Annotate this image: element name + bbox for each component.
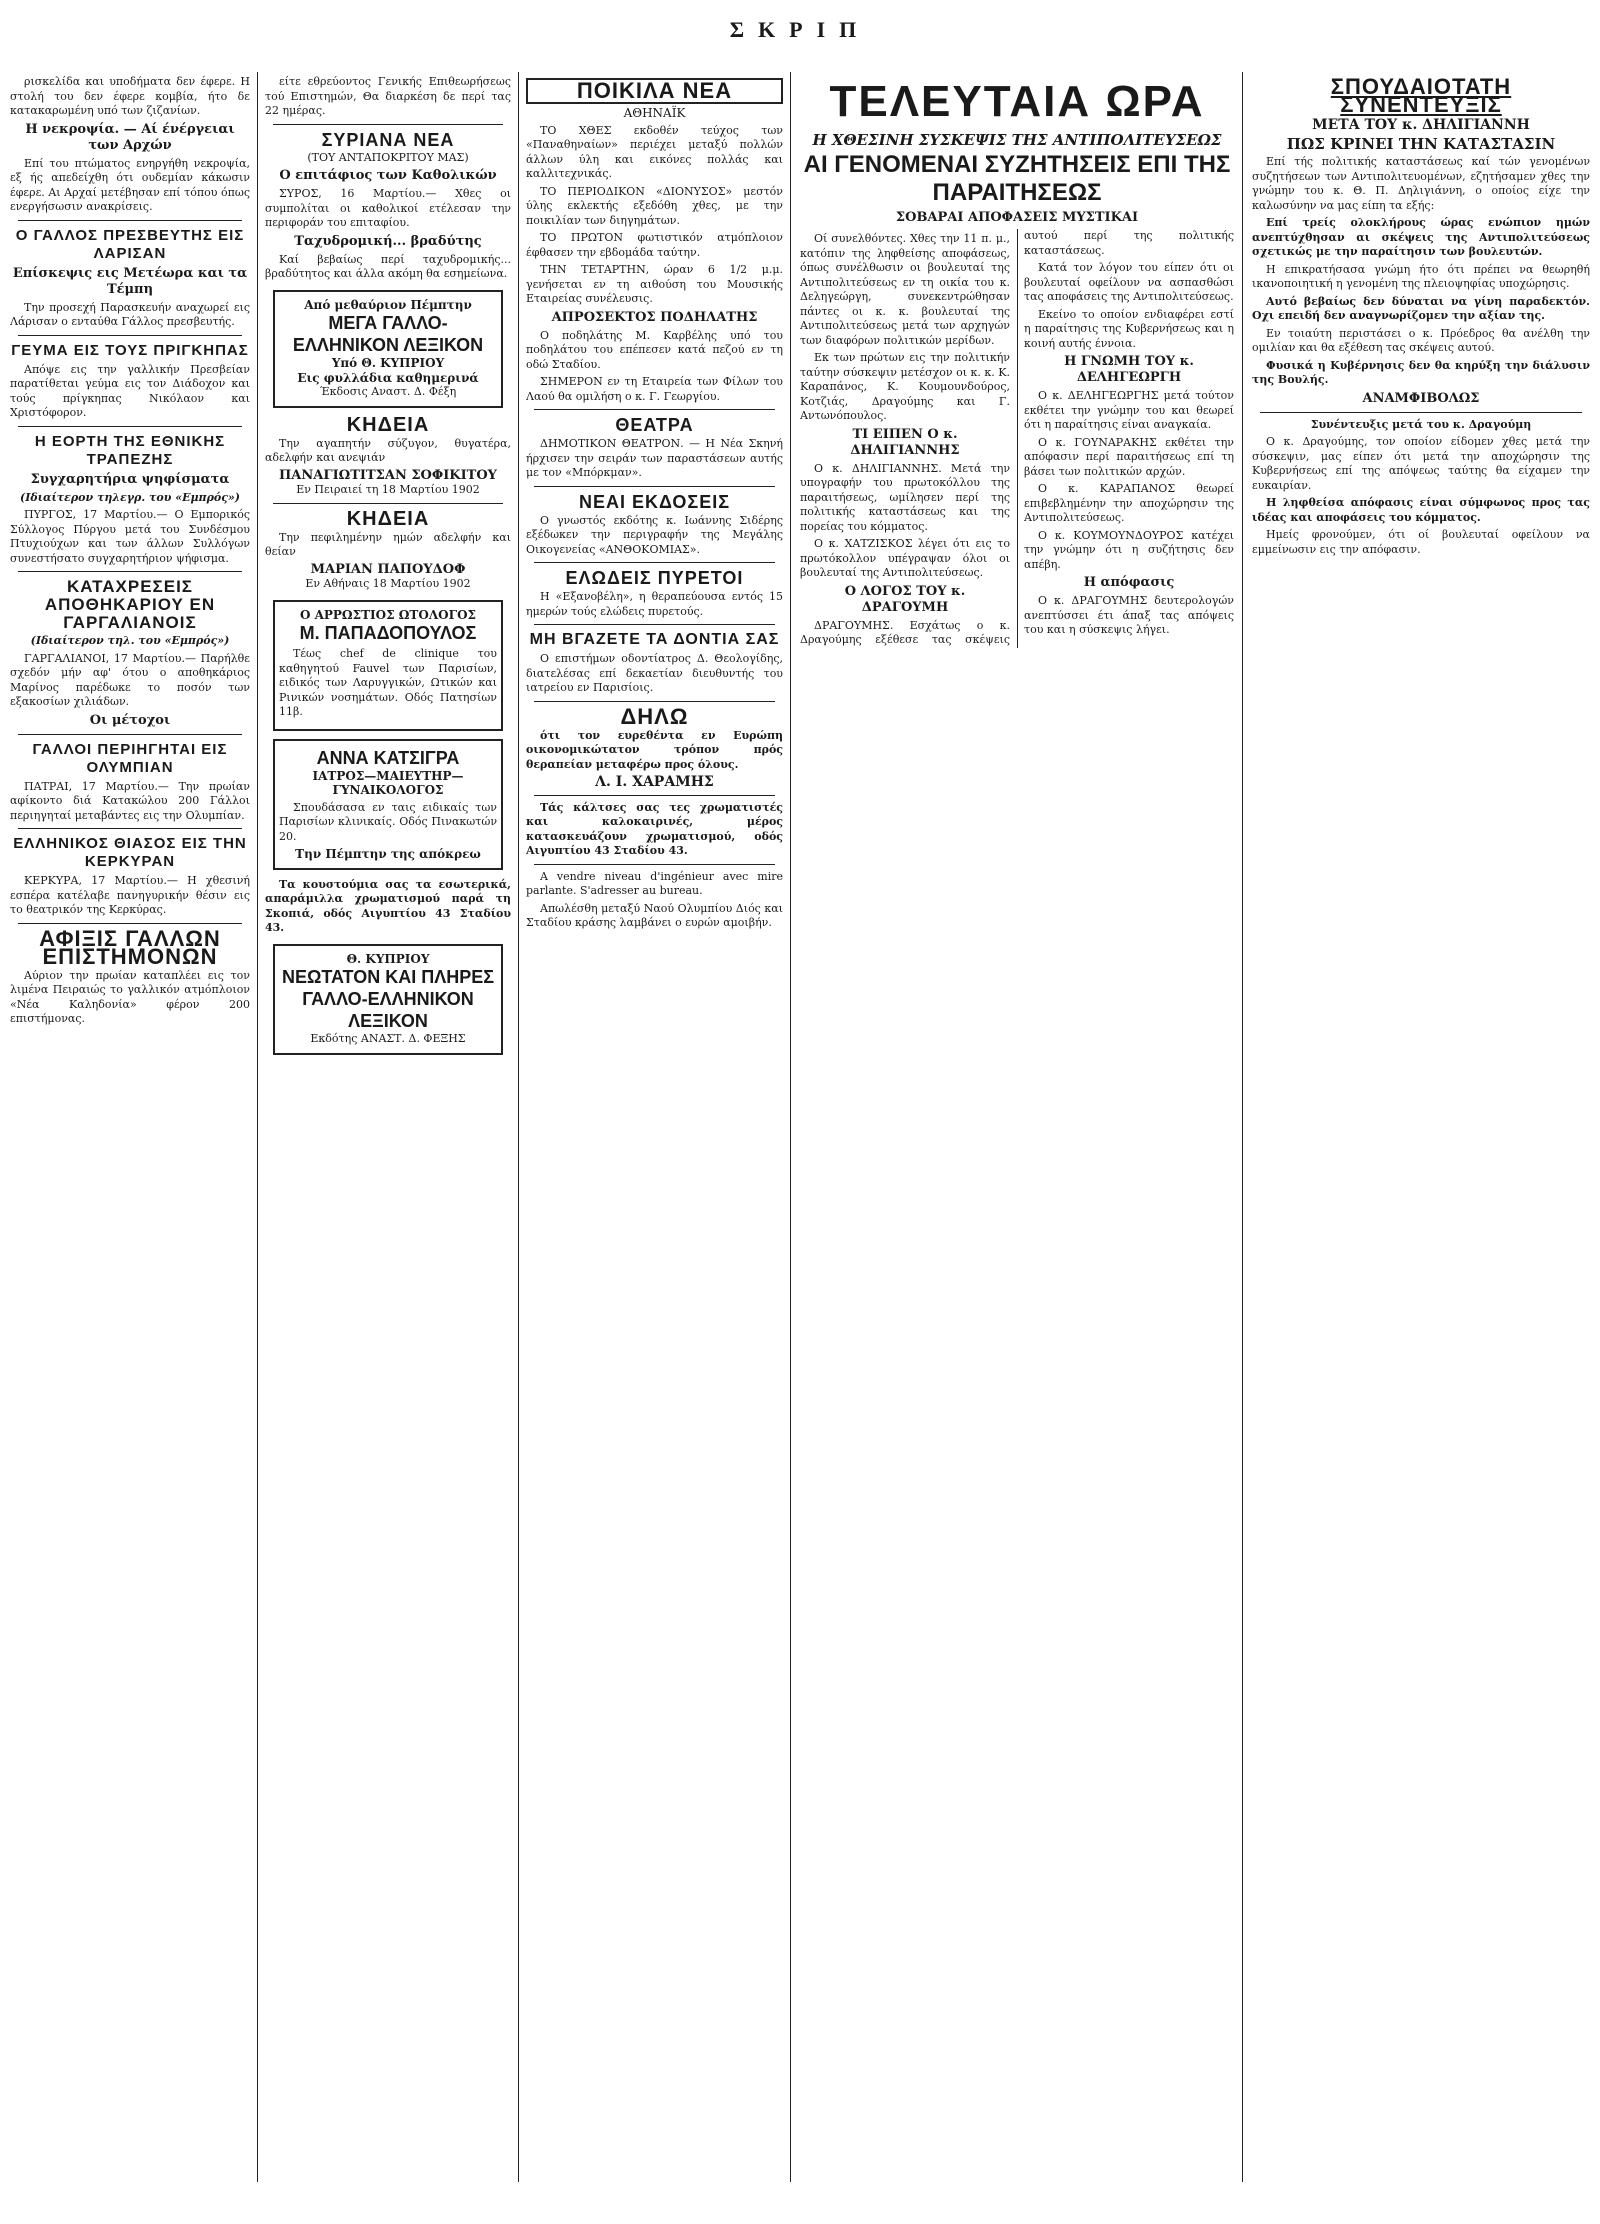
divider bbox=[534, 562, 775, 563]
article-subheading: Ταχυδρομική... βραδύτης bbox=[294, 233, 482, 249]
article-text: Κατά τον λόγον του είπεν ότι οι βουλευταί οφείλουν να ασπασθώσι τας αποφάσεις της Αντιπολιτεύσεως. bbox=[1024, 261, 1234, 303]
article-text: ότι τον ευρεθέντα εν Ευρώπη οικονομικώτατον τρόπον πρός θεραπείαν μεταφέρω προς όλους. bbox=[526, 728, 783, 771]
article-headline: ΚΑΤΑΧΡΕΣΕΙΣ ΑΠΟΘΗΚΑΡΙΟΥ ΕΝ ΓΑΡΓΑΛΙΑΝΟΙΣ bbox=[44, 577, 216, 632]
ad-text: Τάς κάλτσες σας τες χρωματιστές και καλοκαιρινές, μέρος κατασκευάζουν χρωματισμού, οδός Αιγυπτίου 43 Σταδίου 43. bbox=[526, 800, 783, 857]
ad-line: Από μεθαύριον Πέμπτην bbox=[304, 297, 472, 312]
column-rule bbox=[790, 72, 791, 2182]
article-subheading: Οι μέτοχοι bbox=[89, 712, 171, 728]
divider bbox=[534, 486, 775, 487]
article-text: είτε εθρεύοντος Γενικής Επιθεωρήσεως τού Επιστημών, Θα διαρκέση δε περί τας 22 ημέρας. bbox=[265, 75, 511, 117]
ad-text: Τα κουστούμια σας τα εσωτερικά, απαράμιλλα χρωματισμού παρά τη Σκοπιά, οδός Αιγυπτίου 43 Σταδίου 43. bbox=[265, 877, 511, 934]
ad-sub: Την Πέμπτην της απόκρεω bbox=[295, 847, 481, 861]
divider bbox=[18, 426, 242, 427]
article-body bbox=[800, 229, 1234, 648]
article-text: ΣΥΡΟΣ, 16 Μαρτίου.— Χθες οι συμπολίται οι καθολικοί ετέλεσαν την περιφοράν του επιταφίου. bbox=[265, 187, 511, 229]
article-subheading: Η ΓΝΩΜΗ ΤΟΥ κ. ΔΕΛΗΓΕΩΡΓΗ bbox=[1064, 354, 1194, 385]
article-headline: Ο ΓΑΛΛΟΣ ΠΡΕΣΒΕΥΤΗΣ ΕΙΣ ΛΑΡΙΣΑΝ bbox=[15, 226, 245, 262]
article-text: Η «Εξανοβέλη», η θεραπεύουσα εντός 15 ημερών τούς ελώδεις πυρετούς. bbox=[526, 590, 783, 618]
article-subheading: ΜΕΤΑ ΤΟΥ κ. ΔΗΛΙΓΙΑΝΝΗ bbox=[1312, 117, 1530, 133]
article-subheading: ΠΩΣ ΚΡΙΝΕΙ ΤΗΝ ΚΑΤΑΣΤΑΣΙΝ bbox=[1286, 135, 1556, 153]
advertisement bbox=[273, 739, 503, 870]
advertisement bbox=[273, 600, 503, 731]
divider bbox=[534, 624, 775, 625]
article-text: Αύριον την πρωίαν καταπλέει εις τον λιμένα Πειραιώς το γαλλικόν ατμόπλοιον «Νέα Καληδονία» φέρον 200 επιστήμονας. bbox=[10, 968, 250, 1025]
article-text: Ημείς φρονούμεν, ότι οί βουλευταί οφείλουν να εμμείνωσιν εις την απόφασιν. bbox=[1252, 528, 1590, 556]
article-headline: Η ΕΟΡΤΗ ΤΗΣ ΕΘΝΙΚΗΣ ΤΡΑΠΕΖΗΣ bbox=[34, 432, 226, 468]
article-text: Ο κ. ΧΑΤΖΙΣΚΟΣ λέγει ότι εις το πρωτόκολλον υπέγραψαν όλοι οι βουλευταί της Αντιπολιτεύσεως. bbox=[800, 537, 1010, 579]
article-subheading: Συνέντευξις μετά του κ. Δραγούμη bbox=[1310, 417, 1532, 431]
column-rule bbox=[518, 72, 519, 2182]
deceased-name: ΠΑΝΑΓΙΩΤΙΤΣΑΝ ΣΟΦΙΚΙΤΟΥ bbox=[279, 467, 497, 483]
article-headline: ΚΗΔΕΙΑ bbox=[346, 413, 430, 436]
main-headline: ΣΠΟΥΔΑΙΟΤΑΤΗ ΣΥΝΕΝΤΕΥΞΙΣ bbox=[1330, 74, 1512, 117]
article-headline: ΚΗΔΕΙΑ bbox=[346, 507, 430, 530]
article-text: Την αγαπητήν σύζυγον, θυγατέρα, αδελφήν και ανεψιάν bbox=[265, 436, 511, 464]
article-headline: ΕΛΛΗΝΙΚΟΣ ΘΙΑΣΟΣ ΕΙΣ ΤΗΝ ΚΕΡΚΥΡΑΝ bbox=[13, 835, 247, 870]
article-headline: ΝΕΑΙ ΕΚΔΟΣΕΙΣ bbox=[578, 491, 731, 512]
article-subheading: Επίσκεψις εις Μετέωρα και τα Τέμπη bbox=[12, 265, 248, 297]
divider bbox=[273, 124, 503, 125]
article-subheading: Ο ΛΟΓΟΣ ΤΟΥ κ. ΔΡΑΓΟΥΜΗ bbox=[844, 583, 966, 615]
article-text: Απόψε εις την γαλλικήν Πρεσβείαν παρατίθεται γεύμα εις τον Διάδοχον και τούς πρίγκηπας Νικόλαον και Χριστόφορον. bbox=[10, 362, 250, 419]
article-text: ΤΟ ΠΕΡΙΟΔΙΚΟΝ «ΔΙΟΝΥΣΟΣ» μεστόν ύλης εκλεκτής εξεδόθη χθες, με την ποικιλίαν των διηγημάτων. bbox=[526, 184, 783, 227]
article-text: ΚΕΡΚΥΡΑ, 17 Μαρτίου.— Η χθεσινή εσπέρα κατέλαβε πανηγυρικήν θέσιν εις το θεατρικόν της Κερκύρας. bbox=[10, 874, 250, 916]
divider bbox=[273, 503, 503, 504]
signature-name: Λ. Ι. ΧΑΡΑΜΗΣ bbox=[595, 774, 714, 790]
column-3 bbox=[526, 72, 783, 2182]
article-headline: ΣΥΡΙΑΝΑ ΝΕΑ bbox=[321, 129, 455, 150]
article-text: Ο κ. ΔΡΑΓΟΥΜΗΣ δευτερολογών ανεπτύσσει έτι άπαξ τας απόψεις του και η σύσκεψις λήγει. bbox=[1024, 594, 1234, 636]
article-heading: Η νεκροψία. — Αί ένέργειαι των Αρχών bbox=[25, 121, 235, 153]
article-text: Ο κ. ΔΕΛΗΓΕΩΡΓΗΣ μετά τούτον εκθέτει την γνώμην του και θεωρεί ότι η παραίτησις είναι αναγκαία. bbox=[1024, 389, 1234, 431]
article-text: Η ληφθείσα απόφασις είναι σύμφωνος προς τας ιδέας και αποφάσεις του κόμματος. bbox=[1252, 496, 1590, 524]
column-rule bbox=[257, 72, 258, 2182]
article-text: Ο γνωστός εκδότης κ. Ιωάννης Σιδέρης εξέδωκεν την περιγραφήν της Μεγάλης Οικογενείας «ΑΝΘΟΚΟΜΙΑΣ». bbox=[526, 513, 783, 556]
ad-author: Υπό Θ. ΚΥΠΡΙΟΥ bbox=[331, 356, 445, 370]
column-2 bbox=[265, 72, 511, 2182]
ad-sub: Εις φυλλάδια καθημερινά bbox=[297, 370, 479, 385]
article-text: Οί συνελθόντες. Χθες την 11 π. μ., κατόπιν της ληφθείσης αποφάσεως, όπως συνέλθωσιν οι βουλευταί της Αντιπολιτεύσεως εν τη οικία του κ. Δεληγεώργη, συνεκεντρώθησαν πάντες οι κ. κ. βουλευταί της Αντιπολιτεύσεως μετά των αρχηγών των διαφόρων πολιτικών μερίδων. bbox=[800, 232, 1010, 347]
article-headline: ΓΕΥΜΑ ΕΙΣ ΤΟΥΣ ΠΡΙΓΚΗΠΑΣ bbox=[11, 341, 249, 359]
article-subheading: Ο επιτάφιος των Καθολικών bbox=[279, 168, 497, 183]
article-headline: ΑΙ ΓΕΝΟΜΕΝΑΙ ΣΥΖΗΤΗΣΕΙΣ ΕΠΙ ΤΗΣ ΠΑΡΑΙΤΗΣΕΩΣ bbox=[803, 151, 1231, 206]
ad-title: ΝΕΩΤΑΤΟΝ ΚΑΙ ΠΛΗΡΕΣ ΓΑΛΛΟ-ΕΛΛΗΝΙΚΟΝ ΛΕΞΙΚΟΝ bbox=[281, 967, 495, 1031]
article-headline: ΕΛΩΔΕΙΣ ΠΥΡΕΤΟΙ bbox=[565, 568, 744, 588]
article-headline: ΜΗ ΒΓΑΖΕΤΕ ΤΑ ΔΟΝΤΙΑ ΣΑΣ bbox=[529, 631, 780, 648]
divider bbox=[534, 864, 775, 865]
advertisement bbox=[273, 290, 503, 408]
article-headline: ΘΕΑΤΡΑ bbox=[615, 415, 694, 435]
article-text: ΠΥΡΓΟΣ, 17 Μαρτίου.— Ο Εμπορικός Σύλλογος Πύργου μετά του Συνδέσμου Πτυχιούχων και των άλλων Συλλόγων συνεστήσατο συγχαρητήριον ψήφισμα. bbox=[10, 508, 250, 565]
source-note: (Ιδιαίτερον τηλ. του «Εμπρός») bbox=[30, 634, 230, 647]
article-text: Φυσικά η Κυβέρνησις δεν θα κηρύξη την διάλυσιν της Βουλής. bbox=[1252, 358, 1590, 386]
article-text: Επί τρείς ολοκλήρους ώρας ενώπιον ημών ανεπτύχθησαν αι σκέψεις της Αντιπολιτεύσεως σχετικώς με την παραίτησιν των βουλευτών. bbox=[1252, 216, 1590, 258]
article-text: Ο κ. ΚΟΥΜΟΥΝΔΟΥΡΟΣ κατέχει την γνώμην ότι η συζήτησις δεν απέβη. bbox=[1024, 528, 1234, 571]
article-text: Επί του πτώματος ενηργήθη νεκροψία, εξ ής απεδείχθη ότι ουδεμίαν κάκωσιν έφερε. Αι Αρχαί μετέβησαν επί τόπου όπως ενεργήσωσιν ανακρίσεις. bbox=[10, 156, 250, 213]
ad-text: A vendre niveau d'ingénieur avec mire parlante. S'adresser au bureau. bbox=[526, 869, 783, 897]
ad-author: Θ. ΚΥΠΡΙΟΥ bbox=[346, 951, 430, 966]
article-text: Αυτό βεβαίως δεν δύναται να γίνη παραδεκτόν. Οχι επειδή δεν αναγνωρίζομεν την αξίαν της. bbox=[1252, 294, 1590, 322]
article-subheading: ΑΝΑΜΦΙΒΟΛΩΣ bbox=[1362, 390, 1480, 406]
notice-date: Εν Αθήναις 18 Μαρτίου 1902 bbox=[305, 577, 471, 590]
ad-line: ΙΑΤΡΟΣ—ΜΑΙΕΥΤΗΡ—ΓΥΝΑΙΚΟΛΟΓΟΣ bbox=[312, 768, 464, 797]
divider bbox=[1260, 412, 1582, 413]
divider bbox=[534, 795, 775, 796]
article-text: Ο ποδηλάτης Μ. Καρβέλης υπό του ποδηλάτου του επέπεσεν κατά πεζού εν τη οδώ Σταδίου. bbox=[526, 328, 783, 371]
divider bbox=[534, 701, 775, 702]
article-headline: ΓΑΛΛΟΙ ΠΕΡΙΗΓΗΤΑΙ ΕΙΣ ΟΛΥΜΠΙΑΝ bbox=[32, 740, 228, 776]
article-text: Ο κ. ΚΑΡΑΠΑΝΟΣ θεωρεί επιβεβλημένην την αποχώρησιν της Αντιπολιτεύσεως. bbox=[1024, 482, 1234, 524]
ad-title: ΜΕΓΑ ΓΑΛΛΟ-ΕΛΛΗΝΙΚΟΝ ΛΕΞΙΚΟΝ bbox=[292, 313, 484, 355]
source-note: (Ιδιαίτερον τηλεγρ. του «Εμπρός») bbox=[19, 490, 241, 504]
article-text: ΔΗΜΟΤΙΚΟΝ ΘΕΑΤΡΟΝ. — Η Νέα Σκηνή ήρχισεν την σειράν των παραστάσεων αυτής με τον «Μπόρκμαν». bbox=[526, 437, 783, 479]
ad-text: Τέως chef de clinique του καθηγητού Fauvel των Παρισίων, ειδικός των Λαρυγγικών, Ωτικών και Ρινικών νοσημάτων. Οδός Πατησίων 11β. bbox=[279, 647, 497, 718]
article-text: ΔΡΑΓΟΥΜΗΣ. Εσχάτως ο κ. Δραγούμης εξέθεσε τας σκέψεις αυτού περί της πολιτικής καταστάσεως. bbox=[800, 229, 1234, 646]
article-text: Την προσεχή Παρασκευήν αναχωρεί εις Λάρισαν ο ενταύθα Γάλλος πρεσβευτής. bbox=[10, 300, 250, 328]
article-text: Ο κ. ΔΗΛΙΓΙΑΝΝΗΣ. Μετά την υπογραφήν του πρωτοκόλλου της παραιτήσεως, ωμίλησεν περί της πολιτικής καταστάσεως και της πορείας του κόμματος. bbox=[800, 461, 1010, 533]
ad-text: Σπουδάσασα εν ταις ειδικαίς των Παρισίων κλινικαίς. Οδός Πινακωτών 20. bbox=[279, 800, 497, 843]
article-text: Ο επιστήμων οδοντίατρος Δ. Θεολογίδης, διατελέσας επί δεκαετίαν διευθυντής του ιατρείου εν Παρισίοις. bbox=[526, 652, 783, 694]
article-text: Ο κ. ΓΟΥΝΑΡΑΚΗΣ εκθέτει την απόφασιν περί παραιτήσεως επί τη βάσει των πολιτικών αρχών. bbox=[1024, 435, 1234, 478]
article-text: Καί βεβαίως περί ταχυδρομικής... βραδύτητος και άλλα ακόμη θα εσημείωνα. bbox=[265, 252, 511, 280]
article-subheading: ΣΟΒΑΡΑΙ ΑΠΟΦΑΣΕΙΣ ΜΥΣΤΙΚΑΙ bbox=[895, 210, 1139, 225]
article-text: Εν τοιαύτη περιστάσει ο κ. Πρόεδρος θα ανέλθη την ομιλίαν και θα εξέθεση τας σκέψεις αυτού. bbox=[1252, 326, 1590, 354]
column-rule bbox=[1242, 72, 1243, 2182]
article-subheading: Συγχαρητήρια ψηφίσματα bbox=[30, 471, 230, 487]
article-subheading: Η απόφασις bbox=[1083, 575, 1175, 590]
article-headline: ΑΦΙΞΙΣ ΓΑΛΛΩΝ ΕΠΙΣΤΗΜΟΝΩΝ bbox=[39, 925, 221, 969]
source-note: (ΤΟΥ ΑΝΤΑΠΟΚΡΙΤΟΥ ΜΑΣ) bbox=[307, 150, 469, 164]
article-text: ΣΗΜΕΡΟΝ εν τη Εταιρεία των Φίλων του Λαού θα ομιλήση ο κ. Γ. Γεωργίου. bbox=[526, 375, 783, 403]
ad-title: ΑΝΝΑ ΚΑΤΣΙΓΡΑ bbox=[316, 747, 460, 768]
article-subheading: ΤΙ ΕΙΠΕΝ Ο κ. ΔΗΛΙΓΙΑΝΝΗΣ bbox=[850, 426, 960, 458]
ad-publisher: Εκδότης ΑΝΑΣΤ. Δ. ΦΕΞΗΣ bbox=[310, 1032, 466, 1045]
article-headline: ΔΗΛΩ bbox=[620, 703, 689, 729]
divider bbox=[18, 828, 242, 829]
article-text: ρισκελίδα και υποδήματα δεν έφερε. Η στολή του δεν έφερε κομβία, ήτο δε κατακαρωμένη υπό των ζιζανίων. bbox=[10, 75, 250, 117]
column-1 bbox=[10, 72, 250, 2182]
divider bbox=[18, 571, 242, 572]
article-text: ΠΑΤΡΑΙ, 17 Μαρτίου.— Την πρωίαν αφίκοντο διά Κατακώλου 200 Γάλλοι περιηγηταί μεταβάντες εις την Ολυμπίαν. bbox=[10, 779, 250, 822]
section-label: ΑΘΗΝΑΪΚ bbox=[623, 106, 686, 120]
article-text: ΤΟ ΧΘΕΣ εκδοθέν τεύχος των «Παναθηναίων» περιέχει μεταξύ πολλών άλλων ύλη και εικόνες πολλάς και καλλιτεχνικάς. bbox=[526, 123, 783, 180]
divider bbox=[18, 923, 242, 924]
article-text: ΓΑΡΓΑΛΙΑΝΟΙ, 17 Μαρτίου.— Παρήλθε σχεδόν μήν αφ' ότου ο αποθηκάριος Μαρίνος παρέδωκε το ποσόν των εξακοσίων χιλιάδων. bbox=[10, 651, 250, 708]
article-text: Επί τής πολιτικής καταστάσεως καί τών γενομένων συζητήσεων των Αντιπολιτευομένων, εζητήσαμεν χθες την γνώμην του κ. Θ. Π. Δηλιγιάννη, ο οποίος είχε την καλωσύνην να μας είπη τα εξής: bbox=[1252, 155, 1590, 212]
divider bbox=[18, 335, 242, 336]
divider bbox=[18, 220, 242, 221]
main-headline: ΤΕΛΕΥΤΑΙΑ ΩΡΑ bbox=[829, 77, 1205, 126]
article-text: ΤΟ ΠΡΩΤΟΝ φωτιστικόν ατμόπλοιον έφθασεν την εβδομάδα ταύτην. bbox=[526, 231, 783, 259]
ad-title: Μ. ΠΑΠΑΔΟΠΟΥΛΟΣ bbox=[299, 623, 477, 643]
advertisement bbox=[273, 944, 503, 1055]
article-subheading: Η ΧΘΕΣΙΝΗ ΣΥΣΚΕΨΙΣ ΤΗΣ ΑΝΤΙΠΟΛΙΤΕΥΣΕΩΣ bbox=[812, 131, 1222, 149]
divider bbox=[18, 734, 242, 735]
masthead: ΣΚΡΙΠ bbox=[729, 17, 871, 42]
ad-publisher: Έκδοσις Αναστ. Δ. Φέξη bbox=[319, 385, 457, 398]
article-text: ΤΗΝ ΤΕΤΑΡΤΗΝ, ώραν 6 1/2 μ.μ. γενήσεται εν τη αιθούση του Μουσικής Εταιρείας συνέλευσις. bbox=[526, 263, 783, 305]
column-4 bbox=[800, 72, 1234, 2182]
ad-line: Ο ΑΡΡΩΣΤΙΟΣ ΩΤΟΛΟΓΟΣ bbox=[299, 607, 477, 622]
article-text: Ο κ. Δραγούμης, τον οποίον είδομεν χθες μετά την σύσκεψιν, μας είπεν ότι μετά την αποχώρησιν της Κυβερνήσεως επί της απόψεως ταύτης θα είχαμεν την ευκαιρίαν. bbox=[1252, 435, 1590, 492]
ad-text: Απωλέσθη μεταξύ Ναού Ολυμπίου Διός και Σταδίου κράσης λαμβάνει ο ευρών αμοιβήν. bbox=[526, 901, 783, 929]
article-text: Εκ των πρώτων εις την πολιτικήν ταύτην σύσκεψιν μετέσχον οι κ. κ. Κ. Καραπάνος, Κ. Κουμουνδούρος, Κοτζιάς, Δραγούμης και Γ. Αντωνόπουλος. bbox=[800, 351, 1010, 422]
article-text: Την πεφιλημένην ημών αδελφήν και θείαν bbox=[265, 530, 511, 558]
deceased-name: ΜΑΡΙΑΝ ΠΑΠΟΥΔΟΦ bbox=[310, 561, 466, 577]
column-5 bbox=[1252, 72, 1590, 2182]
article-text: Η επικρατήσασα γνώμη ήτο ότι πρέπει να θεωρηθή ικανοποιητική η γενομένη της πλειοψηφίας υποχώρησις. bbox=[1252, 262, 1590, 290]
article-headline: ΠΟΙΚΙΛΑ ΝΕΑ bbox=[526, 78, 783, 104]
notice-date: Εν Πειραιεί τη 18 Μαρτίου 1902 bbox=[296, 483, 480, 496]
article-text: Εκείνο το οποίον ενδιαφέρει εστί η παραίτησις της Κυβερνήσεως και η κοινή αυτής έννοια. bbox=[1024, 307, 1234, 350]
divider bbox=[534, 409, 775, 410]
article-subheading: ΑΠΡΟΣΕΚΤΟΣ ΠΟΔΗΛΑΤΗΣ bbox=[551, 309, 758, 325]
